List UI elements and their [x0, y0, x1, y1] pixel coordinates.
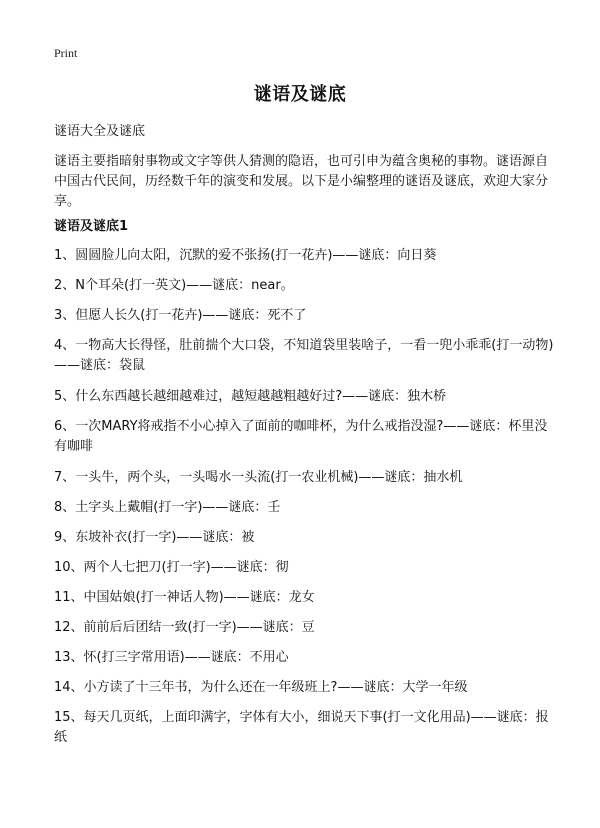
document-subtitle: 谜语大全及谜底: [54, 124, 146, 139]
list-item: 3、但愿人长久(打一花卉)——谜底：死不了: [54, 308, 307, 323]
list-item: 11、中国姑娘(打一神话人物)——谜底：龙女: [54, 590, 315, 605]
riddle-list: [54, 246, 554, 758]
list-item: 1、圆圆脸儿向太阳，沉默的爱不张扬(打一花卉)——谜底：向日葵: [54, 248, 437, 263]
section-heading: 谜语及谜底1: [54, 219, 129, 234]
list-item: 5、什么东西越长越细越难过，越短越越粗越好过?——谜底：独木桥: [54, 389, 447, 404]
list-item: 12、前前后后团结一致(打一字)——谜底：豆: [54, 620, 315, 635]
list-item: 10、两个人七把刀(打一字)——谜底：彻: [54, 560, 289, 575]
list-item: 13、怀(打三字常用语)——谜底：不用心: [54, 650, 289, 665]
list-item: 9、东坡补衣(打一字)——谜底：被: [54, 530, 255, 545]
print-link[interactable]: Print: [54, 46, 78, 60]
page-title: 谜语及谜底: [253, 84, 347, 105]
list-item: 8、土字头上戴帽(打一字)——谜底：壬: [54, 500, 281, 515]
list-item: 7、一头牛，两个头，一头喝水一头流(打一农业机械)——谜底：抽水机: [54, 470, 463, 485]
list-item: 14、小方读了十三年书，为什么还在一年级班上?——谜底：大学一年级: [54, 680, 468, 695]
list-item: 15、每天几页纸，上面印满字，字体有大小，细说天下事(打一文化用品)——谜底：报纸: [54, 710, 549, 745]
list-item: 6、一次MARY将戒指不小心掉入了面前的咖啡杯，为什么戒指没湿?——谜底：杯里没有咖啡: [54, 419, 548, 454]
list-item: 2、N个耳朵(打一英文)——谜底：near。: [54, 278, 294, 293]
list-item: 4、一物高大长得怪，肚前揣个大口袋，不知道袋里装啥子，一看一兜小乖乖(打一动物)——谜底：袋鼠: [54, 338, 554, 373]
intro-paragraph: 谜语主要指暗射事物或文字等供人猜测的隐语，也可引申为蕴含奥秘的事物。谜语源自中国古代民间，历经数千年的演变和发展。以下是小编整理的谜语及谜底，欢迎大家分享。: [54, 154, 549, 209]
